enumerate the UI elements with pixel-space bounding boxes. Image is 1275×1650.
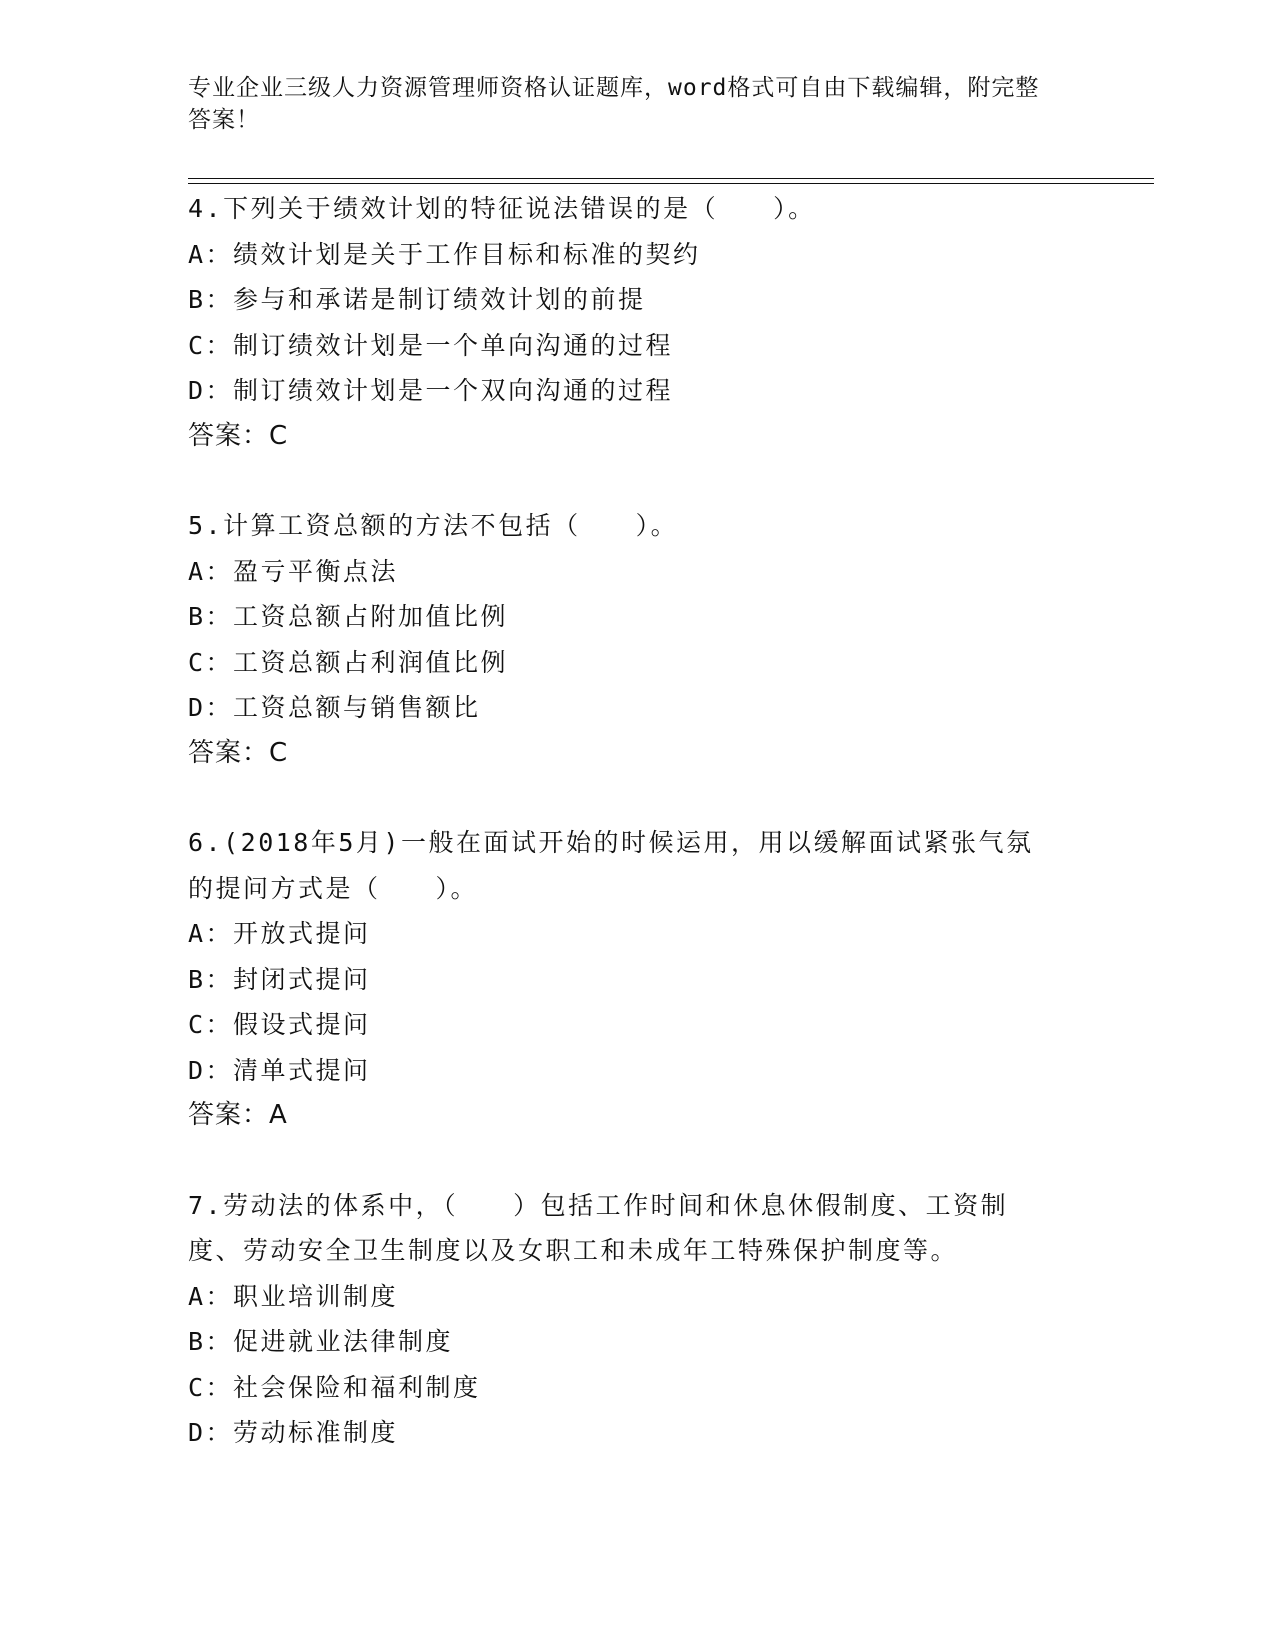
option-c: C：假设式提问 (188, 1010, 371, 1039)
option-a: A：职业培训制度 (188, 1281, 399, 1311)
header-line-1: 专业企业三级人力资源管理师资格认证题库，word格式可自由下载编辑，附完整 (188, 75, 1040, 101)
option-a: A：盈亏平衡点法 (188, 556, 399, 586)
question-list (188, 186, 1088, 1500)
option-a: A：绩效计划是关于工作目标和标准的契约 (188, 239, 701, 269)
answer-line (188, 1093, 1088, 1139)
option-b: B：促进就业法律制度 (188, 1327, 454, 1356)
answer-line (188, 414, 1088, 460)
answer-line (188, 731, 1088, 777)
question-stem: 4.下列关于绩效计划的特征说法错误的是（ ）。 (188, 194, 816, 223)
page-header (188, 72, 1068, 136)
answer-label: 答案： (188, 420, 270, 451)
option-d: D：工资总额与销售额比 (188, 693, 481, 722)
option-c: C：制订绩效计划是一个单向沟通的过程 (188, 330, 674, 360)
option-b: B：参与和承诺是制订绩效计划的前提 (188, 285, 646, 314)
question-4 (188, 186, 1088, 459)
question-stem: 5.计算工资总额的方法不包括（ ）。 (188, 511, 679, 540)
answer-value: A (269, 1100, 287, 1130)
question-stem-line-1: 7.劳动法的体系中，（ ）包括工作时间和休息休假制度、工资制 (188, 1190, 1009, 1220)
option-d: D：劳动标准制度 (188, 1418, 399, 1447)
header-rule-bottom (188, 183, 1154, 184)
answer-value: C (269, 420, 288, 451)
option-b: B：工资总额占附加值比例 (188, 602, 509, 631)
question-stem-line-2: 度、劳动安全卫生制度以及女职工和未成年工特殊保护制度等。 (188, 1236, 959, 1265)
question-stem-line-2: 的提问方式是（ ）。 (188, 873, 479, 903)
question-6 (188, 820, 1088, 1139)
option-c: C：社会保险和福利制度 (188, 1372, 481, 1402)
answer-value: C (269, 737, 288, 768)
question-5 (188, 503, 1088, 776)
header-rule-top (188, 178, 1154, 179)
option-d: D：清单式提问 (188, 1055, 371, 1085)
option-d: D：制订绩效计划是一个双向沟通的过程 (188, 376, 674, 405)
question-stem-line-1: 6.(2018年5月)一般在面试开始的时候运用，用以缓解面试紧张气氛 (188, 828, 1034, 857)
option-a: A：开放式提问 (188, 919, 371, 948)
header-line-2: 答案！ (188, 107, 260, 133)
option-b: B：封闭式提问 (188, 964, 371, 994)
answer-label: 答案： (188, 737, 270, 768)
option-c: C：工资总额占利润值比例 (188, 647, 509, 677)
answer-label: 答案： (188, 1100, 270, 1130)
question-7 (188, 1183, 1088, 1456)
